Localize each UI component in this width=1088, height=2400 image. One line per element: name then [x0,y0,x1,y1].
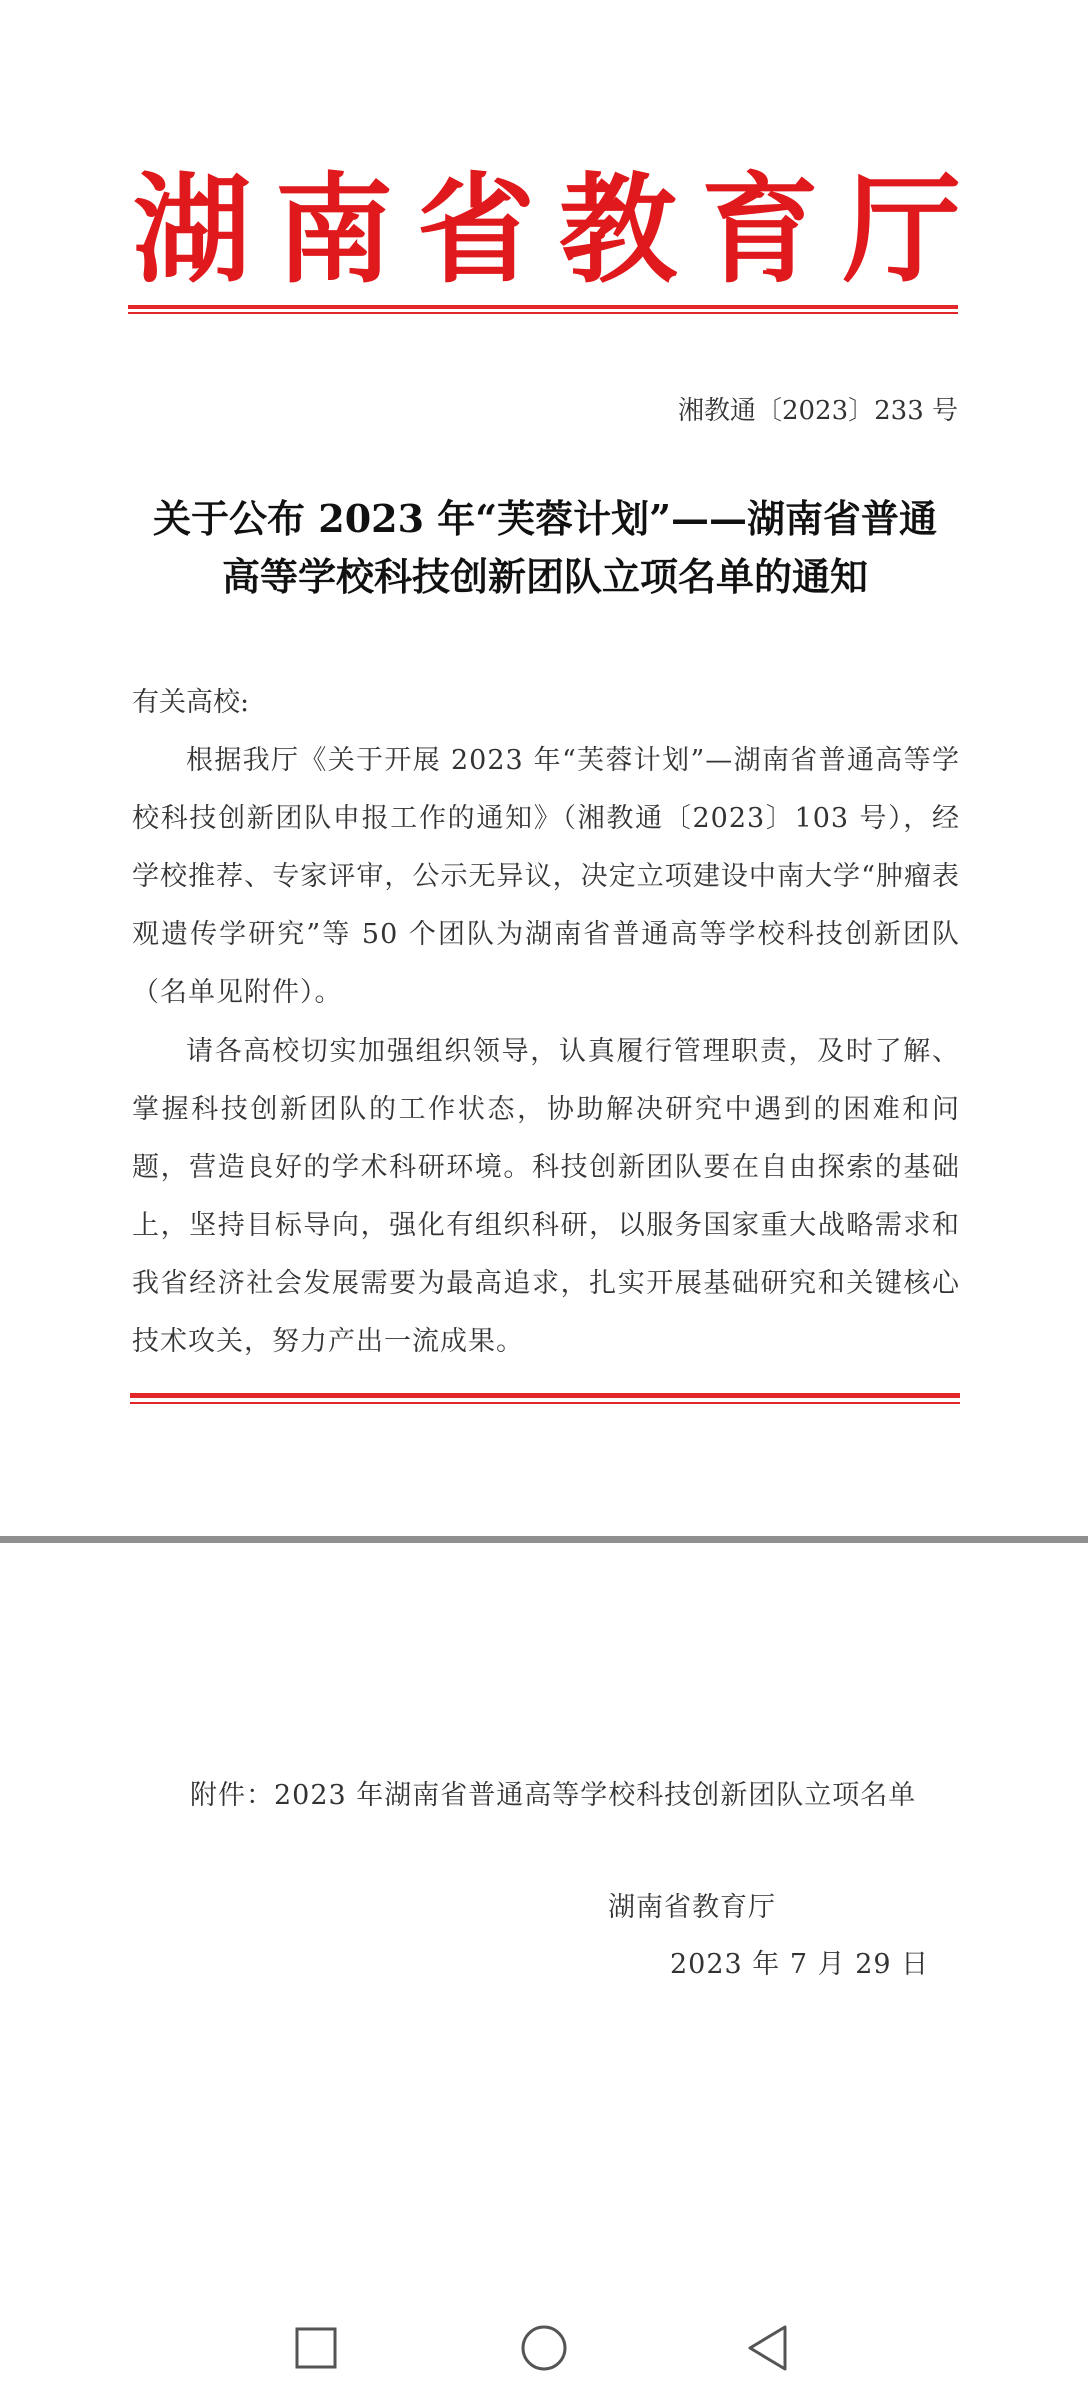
document-number: 湘教通〔2023〕233 号 [677,396,958,426]
document-title [120,490,970,606]
back-button[interactable] [738,2318,798,2378]
title-line-1: 关于公布 2023 年“芙蓉计划”——湖南省普通 [153,496,937,541]
letterhead-char: 湖 [132,160,251,299]
triangle-back-icon [745,2323,791,2373]
letterhead-char: 育 [700,160,819,299]
square-recent-apps-icon [294,2326,338,2370]
attachment-note: 附件：2023 年湖南省普通高等学校科技创新团队立项名单 [190,1780,917,1811]
letterhead-red-line-thin [128,312,958,314]
home-button[interactable] [514,2318,574,2378]
letterhead-title [132,160,962,300]
letterhead-char: 厅 [842,160,961,299]
letterhead-char: 南 [274,160,393,299]
footer-red-line-thin [130,1402,960,1404]
body-paragraph-1: 根据我厅《关于开展 2023 年“芙蓉计划”—湖南省普通高等学校科技创新团队申报工作的通知》（湘教通〔2023〕103 号），经学校推荐、专家评审，公示无异议，决定立项建设中南大学“肿瘤表观遗传学研究”等 50 个团队为湖南省普通高等学校科技创新团队（名单见附件）。 [132,745,960,1008]
footer-red-line [130,1393,960,1398]
letterhead-red-line [128,305,958,309]
signature-organization: 湖南省教育厅 [608,1892,776,1923]
title-line-2: 高等学校科技创新团队立项名单的通知 [221,554,868,599]
signature-date: 2023 年 7 月 29 日 [670,1949,930,1980]
salutation: 有关高校: [132,687,250,718]
body-paragraph-2: 请各高校切实加强组织领导，认真履行管理职责，及时了解、掌握科技创新团队的工作状态，协助解决研究中遇到的困难和问题，营造良好的学术科研环境。科技创新团队要在自由探索的基础上，坚持目标导向，强化有组织科研，以服务国家重大战略需求和我省经济社会发展需要为最高追求，扎实开展基础研究和关键核心技术攻关，努力产出一流成果。 [132,1036,960,1357]
circle-home-icon [519,2323,569,2373]
page-divider [0,1536,1088,1543]
recent-apps-button[interactable] [286,2318,346,2378]
letterhead-char: 教 [558,160,677,299]
letterhead-char: 省 [416,160,535,299]
